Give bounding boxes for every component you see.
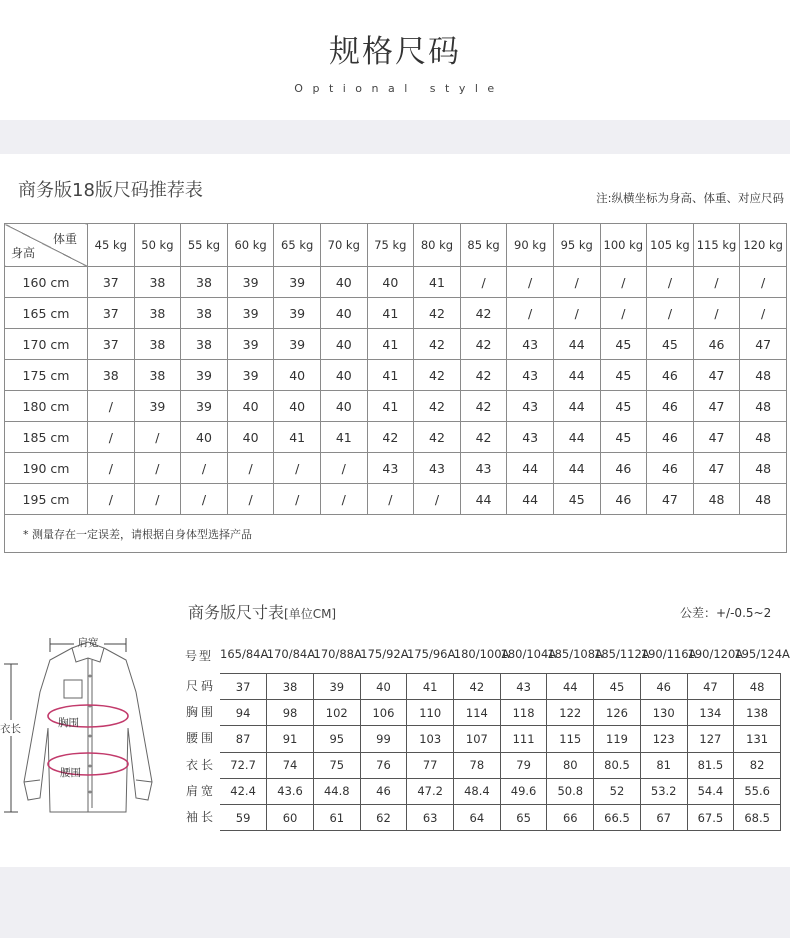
table-row [5,298,787,329]
size-cell: 45 [647,329,694,360]
dimension-cell: 130 [640,700,687,726]
dimension-cell: 40 [360,674,407,700]
size-cell: 39 [181,391,228,422]
size-cell: 39 [227,329,274,360]
size-cell: / [88,422,135,453]
table-row [5,360,787,391]
size-cell: 38 [88,360,135,391]
dimension-cell: 75 [313,752,360,778]
weight-header-cell: 100 kg [600,224,647,267]
dimension-cell: 131 [734,726,781,752]
pocket-shape [64,680,82,698]
weight-header-cell: 45 kg [88,224,135,267]
size-cell: 43 [367,453,414,484]
height-label-cell: 175 cm [5,360,88,391]
size-cell: 41 [414,267,461,298]
dimension-cell: 67.5 [687,804,734,830]
length-label: 衣长 [0,723,21,735]
size-cell: 48 [693,484,740,515]
recommend-table-title: 商务版18版尺码推荐表 [18,180,203,201]
dimension-cell: 66 [547,804,594,830]
size-cell: 42 [460,298,507,329]
height-label-cell: 195 cm [5,484,88,515]
dimension-cell: 119 [594,726,641,752]
size-cell: / [320,453,367,484]
size-cell: 41 [320,422,367,453]
model-header-cell: 185/108A [547,647,603,661]
page-header [0,0,790,120]
size-cell: 42 [367,422,414,453]
size-cell: / [647,298,694,329]
height-label-cell: 190 cm [5,453,88,484]
dimension-cell: 44 [547,674,594,700]
size-cell: 41 [274,422,321,453]
chest-label: 胸围 [58,717,79,729]
dimension-cell: 48 [734,674,781,700]
height-label-cell: 160 cm [5,267,88,298]
size-cell: 39 [181,360,228,391]
dimension-cell: 107 [454,726,501,752]
size-cell: 44 [460,484,507,515]
dimension-cell: 63 [407,804,454,830]
size-cell: / [693,267,740,298]
dimension-cell: 65 [500,804,547,830]
size-cell: / [134,453,181,484]
dimension-cell: 49.6 [500,778,547,804]
dimension-cell: 55.6 [734,778,781,804]
size-cell: 40 [181,422,228,453]
dimension-cell: 82 [734,752,781,778]
dimension-title-text: 商务版尺寸表 [188,603,285,622]
size-cell: 39 [227,267,274,298]
dimension-cell: 59 [220,804,267,830]
size-cell: 43 [507,422,554,453]
weight-header-cell: 105 kg [647,224,694,267]
size-cell: / [460,267,507,298]
dimension-cell: 37 [220,674,267,700]
dimension-cell: 126 [594,700,641,726]
dimension-cell: 123 [640,726,687,752]
size-cell: 46 [600,453,647,484]
height-label-cell: 170 cm [5,329,88,360]
size-cell: / [414,484,461,515]
dimension-cell: 48.4 [454,778,501,804]
model-header-cell: 175/92A [360,647,409,661]
dimension-cell: 110 [407,700,454,726]
dimension-cell: 47 [687,674,734,700]
size-cell: 37 [88,329,135,360]
shirt-measurement-diagram [0,632,172,822]
weight-header-cell: 95 kg [553,224,600,267]
size-cell: 40 [227,422,274,453]
dimension-row-labels [180,673,220,830]
size-cell: 47 [693,360,740,391]
table-row [220,778,781,804]
size-cell: / [553,298,600,329]
size-cell: / [740,267,787,298]
size-cell: 46 [647,453,694,484]
table-row [220,726,781,752]
page-title: 规格尺码 [329,34,461,70]
size-cell: 45 [553,484,600,515]
size-cell: / [181,453,228,484]
size-cell: 40 [274,391,321,422]
dimension-cell: 98 [267,700,314,726]
size-cell: / [88,391,135,422]
size-cell: 38 [134,360,181,391]
table-row [5,422,787,453]
dimension-cell: 66.5 [594,804,641,830]
weight-header-cell: 55 kg [181,224,228,267]
dimension-cell: 67 [640,804,687,830]
dimension-cell: 115 [547,726,594,752]
model-header-label: 号型 [185,649,214,663]
dimension-cell: 41 [407,674,454,700]
size-cell: / [740,298,787,329]
dimension-cell: 95 [313,726,360,752]
corner-height-label: 身高 [11,246,36,260]
weight-header-cell: 90 kg [507,224,554,267]
size-cell: 42 [460,422,507,453]
dimension-cell: 61 [313,804,360,830]
size-cell: / [553,267,600,298]
dimension-cell: 81.5 [687,752,734,778]
model-header-cell: 180/100A [453,647,510,661]
size-cell: 40 [320,391,367,422]
weight-header-cell: 120 kg [740,224,787,267]
model-header-cell: 190/120A [687,647,744,661]
dimension-cell: 81 [640,752,687,778]
size-cell: 38 [181,298,228,329]
dimension-cell: 46 [360,778,407,804]
dimension-cell: 80 [547,752,594,778]
size-cell: 48 [740,360,787,391]
dimension-cell: 72.7 [220,752,267,778]
size-cell: / [88,484,135,515]
dimension-cell: 43.6 [267,778,314,804]
size-cell: / [693,298,740,329]
table-row [220,674,781,700]
dimension-cell: 38 [267,674,314,700]
bottom-band [0,867,790,938]
corner-cell [5,224,88,267]
weight-header-cell: 75 kg [367,224,414,267]
size-cell: 44 [507,453,554,484]
dimension-row-label: 腰围 [186,731,217,746]
dimension-cell: 77 [407,752,454,778]
size-cell: 38 [134,267,181,298]
size-cell: 48 [740,391,787,422]
size-cell: / [367,484,414,515]
dimension-cell: 80.5 [594,752,641,778]
size-cell: 48 [740,422,787,453]
size-cell: 45 [600,360,647,391]
size-cell: 42 [414,329,461,360]
dimension-cell: 45 [594,674,641,700]
dimension-cell: 114 [454,700,501,726]
model-header-cell: 190/116A [640,647,697,661]
size-cell: 41 [367,391,414,422]
dimension-cell: 74 [267,752,314,778]
dimension-cell: 103 [407,726,454,752]
size-cell: 40 [274,360,321,391]
size-cell: 44 [553,453,600,484]
size-cell: 42 [460,360,507,391]
table-row [5,484,787,515]
size-cell: / [274,484,321,515]
size-cell: 47 [740,329,787,360]
dimension-cell: 46 [640,674,687,700]
size-cell: 46 [647,422,694,453]
size-cell: / [134,422,181,453]
table-row [220,752,781,778]
size-cell: / [320,484,367,515]
dimension-cell: 68.5 [734,804,781,830]
dimension-cell: 91 [267,726,314,752]
dimension-cell: 42.4 [220,778,267,804]
dimension-cell: 64 [454,804,501,830]
height-label-cell: 165 cm [5,298,88,329]
dimension-cell: 54.4 [687,778,734,804]
model-header-cell: 165/84A [220,647,269,661]
size-cell: 44 [553,391,600,422]
size-cell: 44 [553,329,600,360]
size-cell: 40 [320,329,367,360]
size-cell: 43 [507,391,554,422]
model-header-cell: 195/124A [734,647,790,661]
recommend-footnote: * 测量存在一定误差，请根据自身体型选择产品 [5,515,787,553]
recommend-table-note: 注:纵横坐标为身高、体重、对应尺码 [596,191,784,205]
dimension-cell: 60 [267,804,314,830]
dimension-cell: 43 [500,674,547,700]
weight-header-cell: 60 kg [227,224,274,267]
dimension-cell: 78 [454,752,501,778]
dimension-cell: 47.2 [407,778,454,804]
table-row [5,267,787,298]
size-cell: 37 [88,298,135,329]
size-cell: 38 [181,329,228,360]
size-cell: 39 [274,267,321,298]
dimension-row-label: 肩宽 [186,783,217,798]
size-cell: / [600,267,647,298]
table-row [5,391,787,422]
size-cell: 45 [600,329,647,360]
dimension-unit: [单位CM] [284,607,337,621]
size-cell: 42 [460,391,507,422]
dimension-cell: 111 [500,726,547,752]
size-cell: 43 [507,329,554,360]
height-label-cell: 180 cm [5,391,88,422]
weight-header-cell: 80 kg [414,224,461,267]
size-cell: 43 [460,453,507,484]
dimension-cell: 62 [360,804,407,830]
size-cell: 39 [227,360,274,391]
dimension-cell: 118 [500,700,547,726]
dimension-cell: 53.2 [640,778,687,804]
size-cell: 42 [460,329,507,360]
dimension-cell: 79 [500,752,547,778]
size-recommend-table [4,223,787,553]
dimension-row-label: 衣长 [186,757,217,772]
dimension-cell: 39 [313,674,360,700]
dimension-cell: 127 [687,726,734,752]
size-cell: 47 [693,422,740,453]
dimension-cell: 50.8 [547,778,594,804]
dimension-cell: 42 [454,674,501,700]
dimension-cell: 87 [220,726,267,752]
model-header-row [180,647,790,669]
size-cell: 43 [414,453,461,484]
section-divider [0,120,790,154]
height-label-cell: 185 cm [5,422,88,453]
size-cell: 45 [600,422,647,453]
size-cell: / [134,484,181,515]
size-cell: 48 [740,484,787,515]
weight-header-cell: 115 kg [693,224,740,267]
table-row [5,453,787,484]
size-cell: 37 [88,267,135,298]
recommend-footnote-row [5,515,787,553]
size-cell: 41 [367,360,414,391]
model-header-cell: 185/112A [594,647,650,661]
size-cell: / [227,453,274,484]
size-cell: 39 [274,298,321,329]
weight-header-cell: 50 kg [134,224,181,267]
size-cell: 39 [227,298,274,329]
size-cell: 40 [367,267,414,298]
size-cell: 44 [553,360,600,391]
dimension-cell: 52 [594,778,641,804]
size-cell: / [600,298,647,329]
size-cell: 42 [414,298,461,329]
size-cell: 46 [647,360,694,391]
dimension-table-title [188,600,336,623]
dimension-cell: 76 [360,752,407,778]
right-cuff [136,780,152,782]
table-row [220,804,781,830]
dimension-row-label: 袖长 [186,809,217,824]
size-cell: 42 [414,360,461,391]
size-cell: 38 [134,298,181,329]
size-cell: 45 [600,391,647,422]
tolerance-note: 公差：+/-0.5~2 [680,606,772,620]
size-cell: 42 [414,422,461,453]
table-row [5,329,787,360]
size-cell: 40 [227,391,274,422]
size-cell: 47 [647,484,694,515]
dimension-cell: 102 [313,700,360,726]
size-cell: / [181,484,228,515]
model-header-cell: 180/104A [500,647,557,661]
dimension-cell: 138 [734,700,781,726]
size-cell: 47 [693,453,740,484]
dimension-cell: 94 [220,700,267,726]
recommend-header-row [5,224,787,267]
size-cell: / [507,267,554,298]
size-cell: / [227,484,274,515]
dimension-cell: 134 [687,700,734,726]
dimension-cell: 122 [547,700,594,726]
size-cell: 44 [553,422,600,453]
dimension-row-label: 胸围 [186,705,217,720]
dimension-cell: 44.8 [313,778,360,804]
corner-weight-label: 体重 [52,232,77,246]
size-cell: 38 [134,329,181,360]
weight-header-cell: 65 kg [274,224,321,267]
model-header-cell: 175/96A [407,647,456,661]
size-cell: 39 [274,329,321,360]
size-cell: / [274,453,321,484]
page-subtitle: Optional style [294,82,504,95]
dimension-cell: 99 [360,726,407,752]
size-cell: 42 [414,391,461,422]
size-cell: / [88,453,135,484]
size-cell: / [507,298,554,329]
size-cell: 40 [320,267,367,298]
size-cell: 46 [600,484,647,515]
left-cuff [24,780,40,782]
size-cell: 39 [134,391,181,422]
weight-header-cell: 85 kg [460,224,507,267]
waist-label: 腰围 [60,767,81,779]
size-cell: 43 [507,360,554,391]
size-cell: 46 [693,329,740,360]
dimension-table [220,673,781,831]
size-cell: 40 [320,298,367,329]
size-cell: 41 [367,298,414,329]
size-cell: 44 [507,484,554,515]
model-header-cell: 170/84A [266,647,316,661]
size-cell: 46 [647,391,694,422]
size-cell: 38 [181,267,228,298]
size-cell: 41 [367,329,414,360]
size-cell: 47 [693,391,740,422]
table-row [220,700,781,726]
dimension-row-label: 尺码 [186,679,217,693]
shoulder-label: 肩宽 [77,637,99,649]
dimension-cell: 106 [360,700,407,726]
size-cell: / [647,267,694,298]
size-cell: 48 [740,453,787,484]
size-cell: 40 [320,360,367,391]
model-header-cell: 170/88A [313,647,362,661]
weight-header-cell: 70 kg [320,224,367,267]
